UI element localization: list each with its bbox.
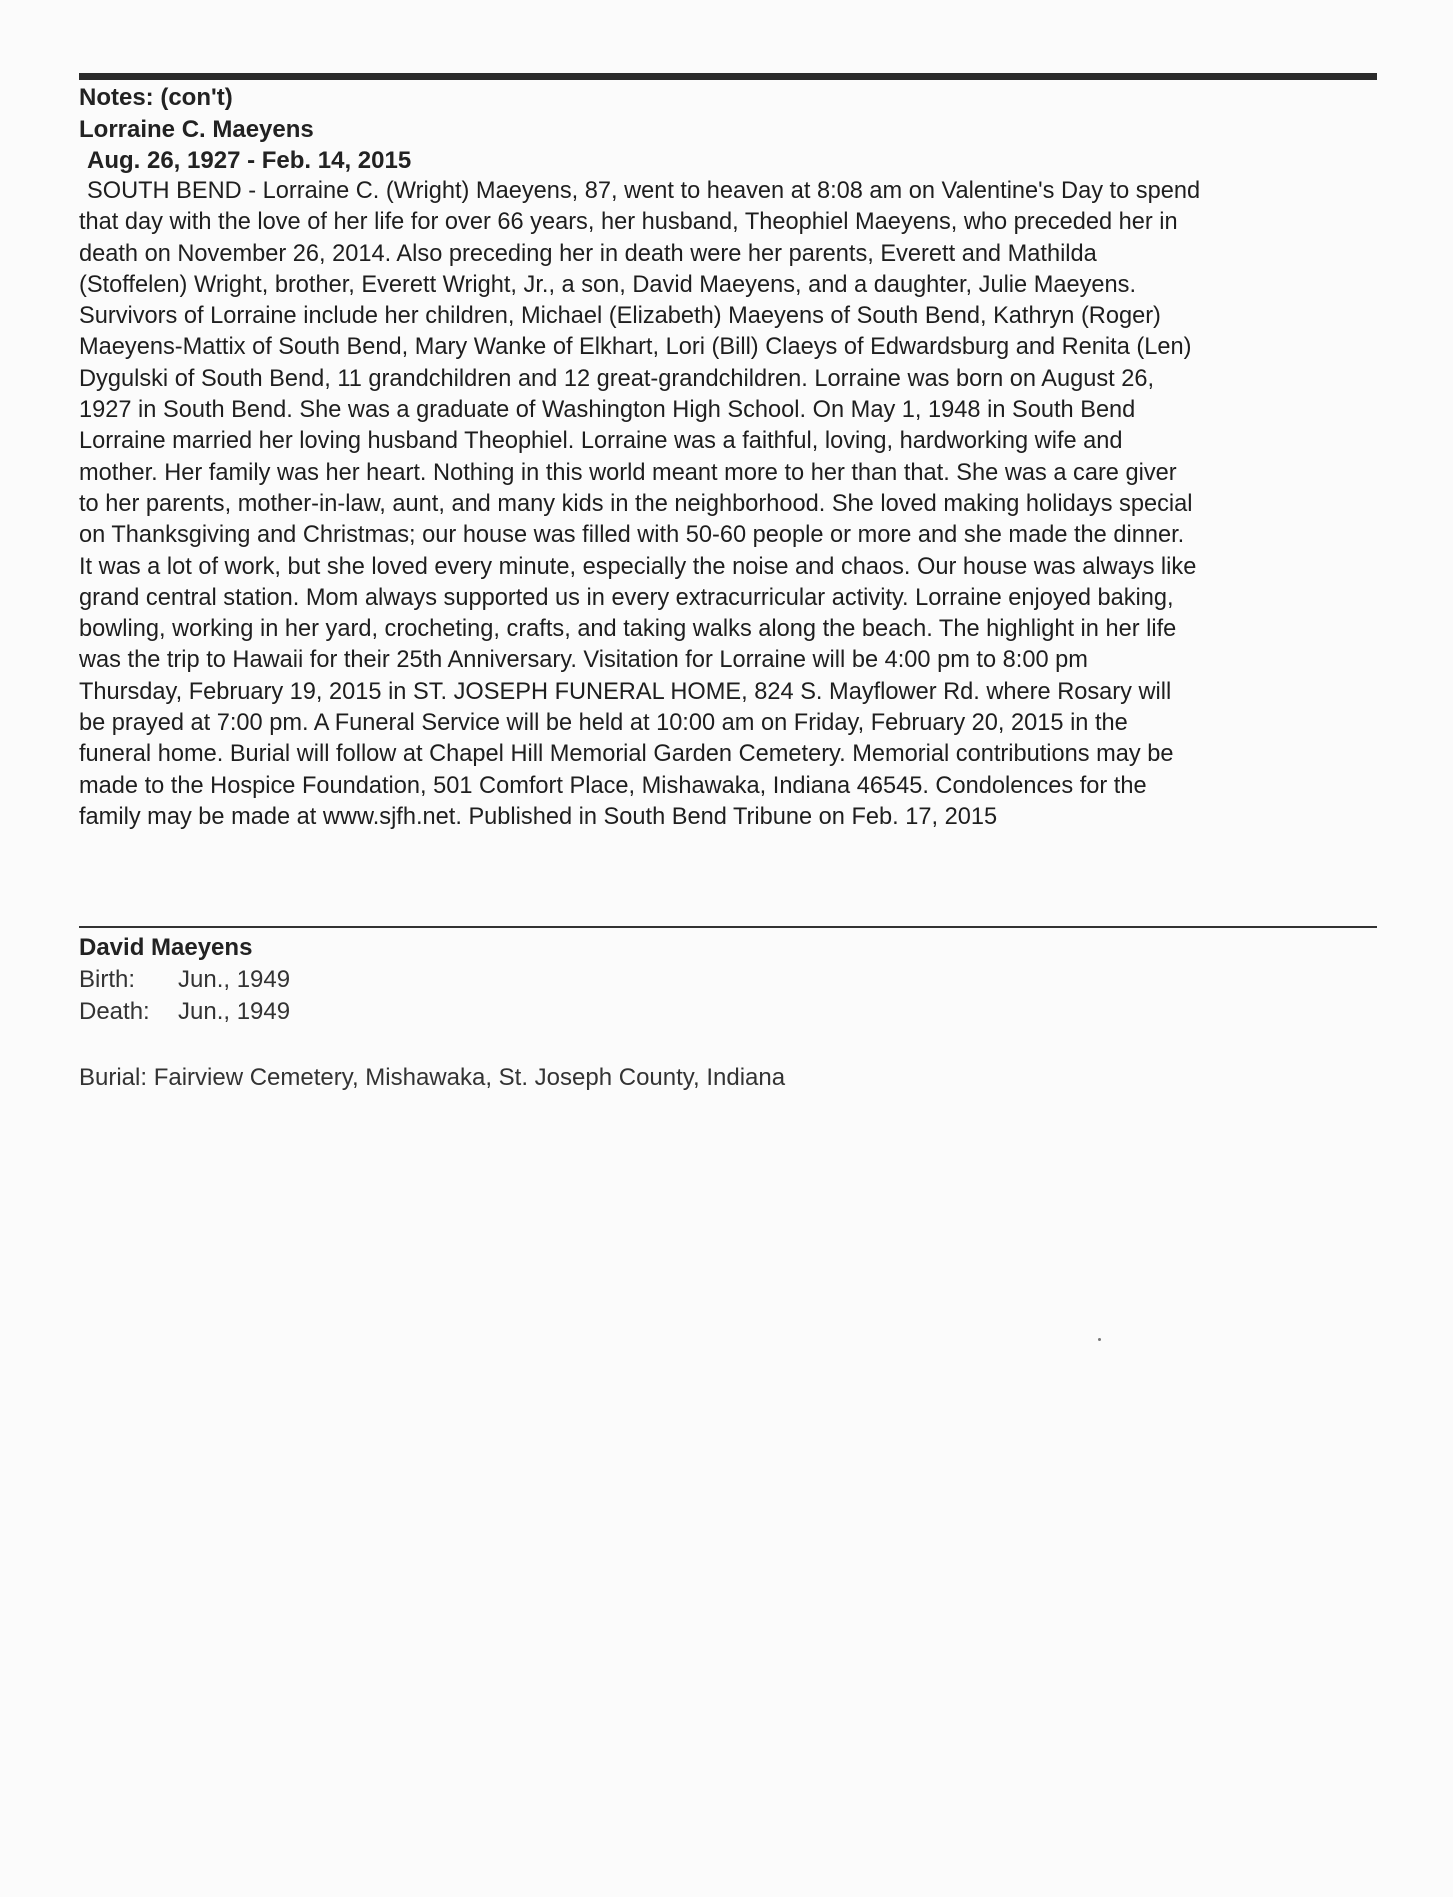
top-divider <box>79 73 1377 80</box>
obituary-line: that day with the love of her life for over 66 years, her husband, Theophiel Maeyens, who preceded her in <box>79 209 1178 236</box>
obituary-text <box>79 176 1379 833</box>
obituary-line: (Stoffelen) Wright, brother, Everett Wright, Jr., a son, David Maeyens, and a daughter, Julie Maeyens. <box>79 271 1137 298</box>
david-section <box>79 932 1079 1094</box>
obituary-line: on Thanksgiving and Christmas; our house was filled with 50-60 people or more and she made the dinner. <box>79 522 1185 549</box>
death-value: Jun., 1949 <box>178 998 291 1025</box>
birth-label: Birth: <box>79 966 136 993</box>
notes-section <box>79 82 1379 833</box>
paper-speck <box>1098 1338 1101 1341</box>
obituary-line: grand central station. Mom always supported us in every extracurricular activity. Lorraine enjoyed baking, <box>79 584 1174 611</box>
section-divider <box>79 926 1377 928</box>
obituary-line: It was a lot of work, but she loved every minute, especially the noise and chaos. Our house was always like <box>79 553 1197 580</box>
obituary-line: to her parents, mother-in-law, aunt, and many kids in the neighborhood. She loved making holidays special <box>79 490 1193 517</box>
obituary-line: family may be made at www.sjfh.net. Published in South Bend Tribune on Feb. 17, 2015 <box>79 803 998 830</box>
obituary-dates: Aug. 26, 1927 - Feb. 14, 2015 <box>87 147 412 174</box>
birth-value: Jun., 1949 <box>178 966 291 993</box>
obituary-line: made to the Hospice Foundation, 501 Comfort Place, Mishawaka, Indiana 46545. Condolences for the <box>79 772 1147 799</box>
obituary-line: Lorraine married her loving husband Theophiel. Lorraine was a faithful, loving, hardworking wife and <box>79 428 1123 455</box>
obituary-name: Lorraine C. Maeyens <box>79 116 314 143</box>
obituary-line: mother. Her family was her heart. Nothing in this world meant more to her than that. She was a care giver <box>79 459 1177 486</box>
notes-heading: Notes: (con't) <box>79 84 233 111</box>
obituary-line: bowling, working in her yard, crocheting, crafts, and taking walks along the beach. The highlight in her life <box>79 616 1177 643</box>
obituary-line: death on November 26, 2014. Also preceding her in death were her parents, Everett and Mathilda <box>79 240 1097 267</box>
obituary-line: was the trip to Hawaii for their 25th Anniversary. Visitation for Lorraine will be 4:00 pm to 8:00 pm <box>79 647 1088 674</box>
birth-row <box>79 964 1079 996</box>
obituary-line: 1927 in South Bend. She was a graduate of Washington High School. On May 1, 1948 in South Bend <box>79 397 1136 424</box>
obituary-line: Dygulski of South Bend, 11 grandchildren and 12 great-grandchildren. Lorraine was born on August 26, <box>79 365 1155 392</box>
obituary-line: Maeyens-Mattix of South Bend, Mary Wanke of Elkhart, Lori (Bill) Claeys of Edwardsburg and Renita (Len) <box>79 334 1192 361</box>
obituary-line: Survivors of Lorraine include her children, Michael (Elizabeth) Maeyens of South Bend, Kathryn (Roger) <box>79 303 1161 330</box>
death-label: Death: <box>79 998 150 1025</box>
obituary-line: SOUTH BEND - Lorraine C. (Wright) Maeyens, 87, went to heaven at 8:08 am on Valentine's Day to spend <box>87 178 1201 204</box>
david-name: David Maeyens <box>79 934 253 961</box>
death-row <box>79 996 1079 1028</box>
obituary-line: funeral home. Burial will follow at Chapel Hill Memorial Garden Cemetery. Memorial contributions may be <box>79 741 1174 768</box>
obituary-line: Thursday, February 19, 2015 in ST. JOSEPH FUNERAL HOME, 824 S. Mayflower Rd. where Rosary will <box>79 678 1172 705</box>
burial-row: Burial: Fairview Cemetery, Mishawaka, St. Joseph County, Indiana <box>79 1064 786 1091</box>
obituary-line: be prayed at 7:00 pm. A Funeral Service will be held at 10:00 am on Friday, February 20, 2015 in the <box>79 710 1128 737</box>
